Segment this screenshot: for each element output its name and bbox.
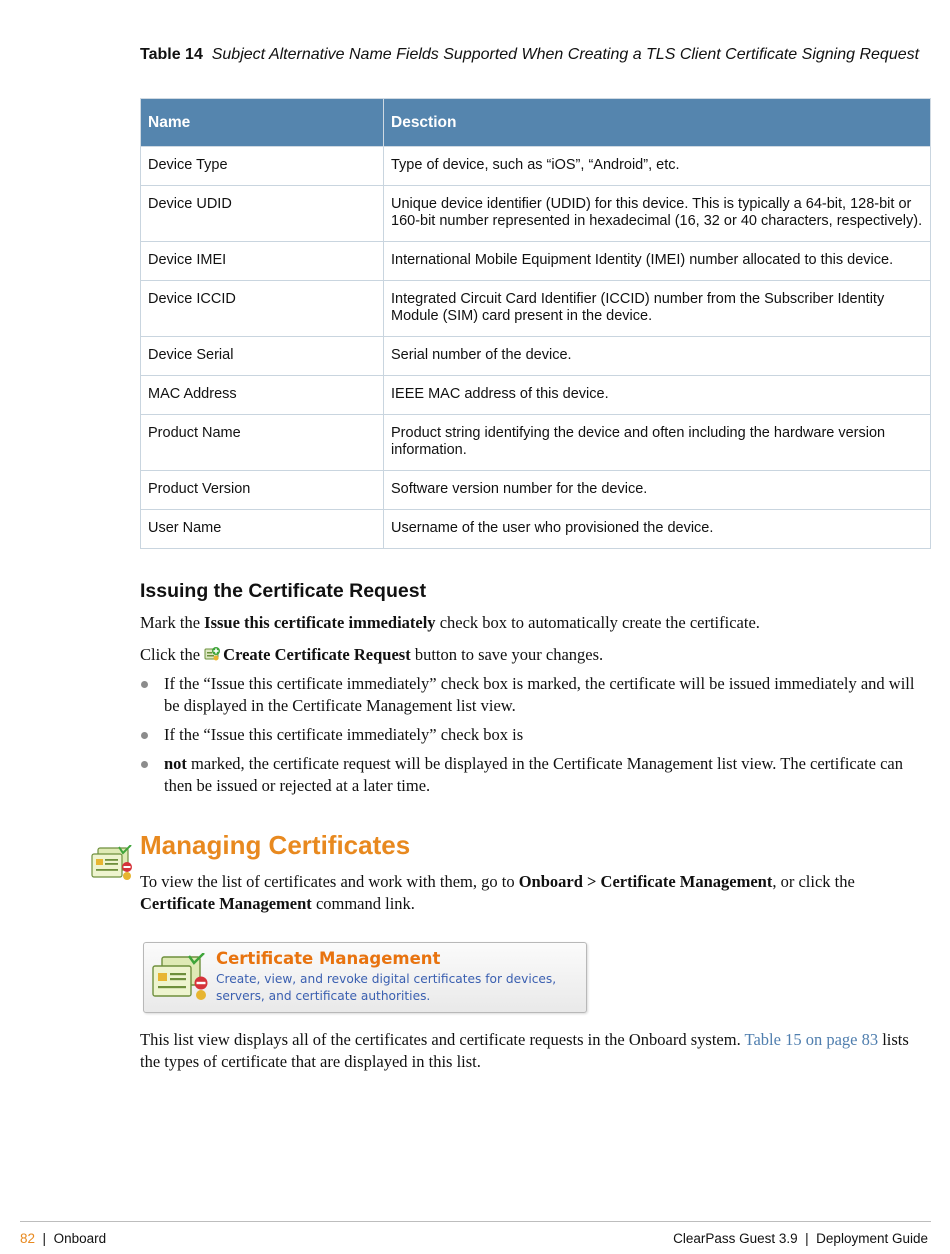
text-run: To view the list of certificates and work with them, go to xyxy=(140,872,519,891)
field-name: User Name xyxy=(141,510,384,549)
certificate-management-icon xyxy=(89,845,135,881)
field-name: Product Name xyxy=(141,415,384,471)
section-heading-issuing: Issuing the Certificate Request xyxy=(140,580,427,602)
field-name: Device UDID xyxy=(141,186,384,242)
field-name: MAC Address xyxy=(141,376,384,415)
footer-divider xyxy=(20,1221,931,1222)
table-row xyxy=(141,242,931,281)
text-run: check box to automatically create the certificate. xyxy=(435,613,760,632)
header-name: Name xyxy=(141,99,384,147)
footer-section: Onboard xyxy=(53,1231,107,1246)
list-item-text: marked, the certificate request will be displayed in the Certificate Management list view. The certificate can then be issued or rejected at a later time. xyxy=(164,754,903,795)
bullet-icon xyxy=(141,761,148,768)
ui-term: Certificate Management xyxy=(140,894,312,913)
text-run: Mark the xyxy=(140,613,205,632)
text-run: This list view displays all of the certificates and certificate requests in the Onboard system. xyxy=(140,1030,745,1049)
field-name: Product Version xyxy=(141,471,384,510)
field-description: IEEE MAC address of this device. xyxy=(384,376,931,415)
bullet-icon xyxy=(141,681,148,688)
paragraph-click-create xyxy=(140,644,930,666)
create-certificate-request-icon xyxy=(204,646,222,662)
certificate-management-icon xyxy=(149,953,211,1003)
footer-document-title: ClearPass Guest 3.9 | Deployment Guide xyxy=(673,1231,928,1246)
paragraph-list-view xyxy=(140,1029,930,1073)
text-run: lists the types of certificate that are displayed in this list. xyxy=(140,1030,909,1071)
field-name: Device IMEI xyxy=(141,242,384,281)
list-item xyxy=(140,673,930,717)
ui-term: Issue this certificate immediately xyxy=(204,613,436,632)
ui-term: Create Certificate Request xyxy=(223,645,411,664)
bullet-icon xyxy=(141,732,148,739)
field-description: Serial number of the device. xyxy=(384,337,931,376)
text-run: Click the xyxy=(140,645,205,664)
emphasis: not xyxy=(164,754,187,773)
field-description: International Mobile Equipment Identity (IMEI) number allocated to this device. xyxy=(384,242,931,281)
field-description: Username of the user who provisioned the device. xyxy=(384,510,931,549)
table-number: Table 14 xyxy=(140,46,203,63)
field-description: Product string identifying the device and often including the hardware version information. xyxy=(384,415,931,471)
table-15-link[interactable]: Table 15 on page 83 xyxy=(744,1030,879,1049)
field-name: Device Serial xyxy=(141,337,384,376)
table-row xyxy=(141,186,931,242)
paragraph-view-certificates xyxy=(140,871,930,915)
table-header-row xyxy=(141,99,931,147)
table-row xyxy=(141,337,931,376)
field-name: Device Type xyxy=(141,147,384,186)
text-run: button to save your changes. xyxy=(410,645,604,664)
footer-left xyxy=(20,1231,106,1246)
field-description: Type of device, such as “iOS”, “Android”, etc. xyxy=(384,147,931,186)
command-link-title[interactable]: Certificate Management xyxy=(216,949,441,968)
list-item xyxy=(140,724,930,746)
table-title: Subject Alternative Name Fields Supported When Creating a TLS Client Certificate Signing Request xyxy=(211,46,920,63)
field-description: Software version number for the device. xyxy=(384,471,931,510)
command-link-description: Create, view, and revoke digital certificates for devices, servers, and certificate authorities. xyxy=(216,972,557,1003)
list-item xyxy=(140,753,930,797)
list-item-text: If the “Issue this certificate immediately” check box is marked, the certificate will be issued immediately and will be displayed in the Certificate Management list view. xyxy=(164,674,915,715)
certificate-management-command-link[interactable] xyxy=(143,942,587,1013)
field-description: Unique device identifier (UDID) for this device. This is typically a 64-bit, 128-bit or 160-bit number represented in hexadecimal (16, 32 or 40 characters, respectively). xyxy=(384,186,931,242)
table-row xyxy=(141,376,931,415)
paragraph-mark-checkbox xyxy=(140,612,930,634)
text-run: , or click the xyxy=(772,872,855,891)
list-item-text: If the “Issue this certificate immediately” check box is xyxy=(164,725,524,744)
table-row xyxy=(141,415,931,471)
table-row xyxy=(141,471,931,510)
san-fields-table xyxy=(140,98,931,549)
menu-path: Onboard > Certificate Management xyxy=(518,872,773,891)
footer-separator: | xyxy=(42,1231,47,1246)
table-row xyxy=(141,147,931,186)
table-row xyxy=(141,510,931,549)
header-description: Desction xyxy=(384,99,931,147)
field-description: Integrated Circuit Card Identifier (ICCID) number from the Subscriber Identity Module (SIM) card present in the device. xyxy=(384,281,931,337)
issue-options-list xyxy=(140,673,930,804)
page-number: 82 xyxy=(20,1231,36,1246)
table-row xyxy=(141,281,931,337)
table-caption xyxy=(140,44,920,66)
field-name: Device ICCID xyxy=(141,281,384,337)
text-run: command link. xyxy=(311,894,415,913)
section-heading-managing: Managing Certificates xyxy=(140,830,411,860)
